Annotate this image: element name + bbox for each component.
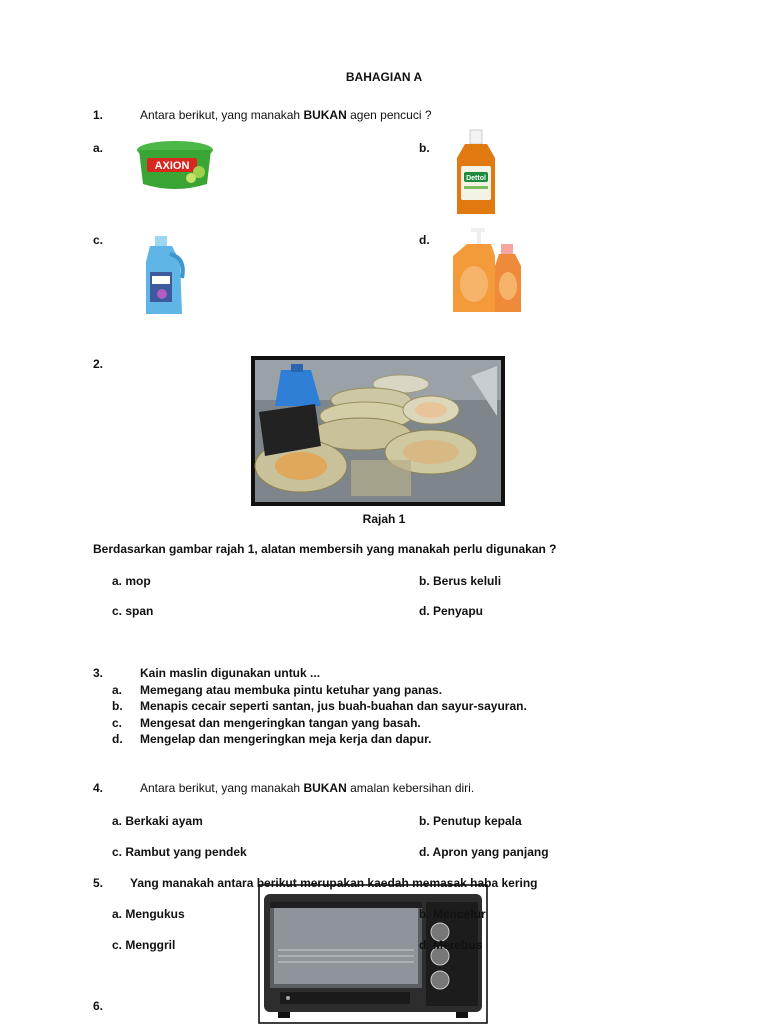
q3-option-a-letter: a. <box>112 683 123 697</box>
q5-option-a: a. Mengukus <box>112 907 185 921</box>
q3-option-d-letter: d. <box>112 732 123 746</box>
q2-option-a: a. mop <box>112 574 151 588</box>
q4-option-d: d. Apron yang panjang <box>419 845 549 859</box>
dettol-label: Dettol <box>466 175 486 182</box>
q4-text: Antara berikut, yang manakah BUKAN amalan kebersihan diri. <box>140 781 475 795</box>
q3-option-a: Memegang atau membuka pintu ketuhar yang panas. <box>140 683 443 697</box>
q4-option-b: b. Penutup kepala <box>419 814 522 828</box>
q3-number: 3. <box>93 666 104 680</box>
q4-option-c: c. Rambut yang pendek <box>112 845 247 859</box>
q5-option-c: c. Menggril <box>112 938 176 952</box>
q6-number: 6. <box>93 999 104 1013</box>
q3-option-b-letter: b. <box>112 699 123 713</box>
q5-text: Yang manakah antara berikut merupakan kaedah memasak haba kering <box>130 876 538 890</box>
dirty-dishes-photo <box>251 356 505 506</box>
q4-number: 4. <box>93 781 104 795</box>
q2-question: Berdasarkan gambar rajah 1, alatan membersih yang manakah perlu digunakan ? <box>93 542 557 556</box>
q5-option-d: d. Merebus <box>419 938 483 952</box>
figure-caption: Rajah 1 <box>362 512 406 526</box>
page-title: BAHAGIAN A <box>345 70 423 84</box>
q3-option-b: Menapis cecair seperti santan, jus buah-buahan dan sayur-sayuran. <box>140 699 527 713</box>
q3-option-d: Mengelap dan mengeringkan meja kerja dan dapur. <box>140 732 432 746</box>
blue-detergent-bottle-image <box>140 234 190 318</box>
q1-option-c-letter: c. <box>93 233 104 247</box>
q1-option-a-letter: a. <box>93 141 104 155</box>
q1-option-d-letter: d. <box>419 233 430 247</box>
hand-soap-bottles-image <box>449 226 527 316</box>
axion-label: AXION <box>154 160 190 172</box>
q4-option-a: a. Berkaki ayam <box>112 814 203 828</box>
q1-number: 1. <box>93 108 104 122</box>
q3-option-c: Mengesat dan mengeringkan tangan yang basah. <box>140 716 421 730</box>
q3-stem: Kain maslin digunakan untuk ... <box>140 666 321 680</box>
oven-photo <box>258 884 488 1024</box>
q5-option-b: b. Mencelur <box>419 907 486 921</box>
q2-option-b: b. Berus keluli <box>419 574 502 588</box>
axion-tub-image <box>133 138 217 194</box>
q2-option-d: d. Penyapu <box>419 604 484 618</box>
q5-number: 5. <box>93 876 104 890</box>
q2-number: 2. <box>93 357 104 371</box>
q3-option-c-letter: c. <box>112 716 123 730</box>
dettol-bottle-image <box>451 128 501 218</box>
q2-option-c: c. span <box>112 604 154 618</box>
q1-text: Antara berikut, yang manakah BUKAN agen pencuci ? <box>140 108 432 122</box>
q1-option-b-letter: b. <box>419 141 430 155</box>
